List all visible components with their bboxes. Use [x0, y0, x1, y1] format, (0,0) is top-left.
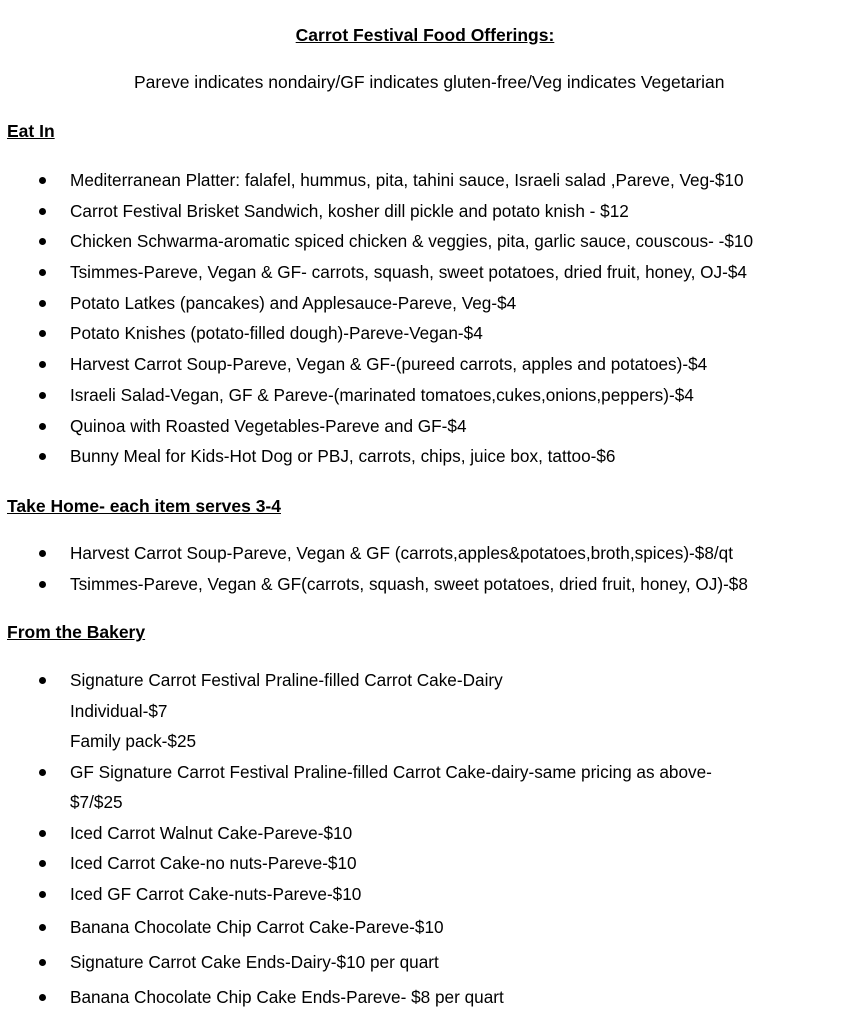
- list-item: [0, 757, 850, 818]
- item-line: GF Signature Carrot Festival Praline-filled Carrot Cake-dairy-same pricing as above-: [70, 761, 712, 782]
- list-item: Signature Carrot Cake Ends-Dairy-$10 per quart: [0, 945, 850, 980]
- list-item: Iced GF Carrot Cake-nuts-Pareve-$10: [0, 879, 850, 910]
- bakery-list: [0, 665, 850, 1015]
- list-item: Carrot Festival Brisket Sandwich, kosher dill pickle and potato knish - $12: [0, 196, 850, 227]
- take-home-list: [0, 538, 850, 599]
- list-item: Tsimmes-Pareve, Vegan & GF- carrots, squash, sweet potatoes, dried fruit, honey, OJ-$4: [0, 257, 850, 288]
- list-item: Quinoa with Roasted Vegetables-Pareve and GF-$4: [0, 411, 850, 442]
- section-heading-bakery: From the Bakery: [7, 622, 146, 642]
- list-item: Chicken Schwarma-aromatic spiced chicken & veggies, pita, garlic sauce, couscous- -$10: [0, 226, 850, 257]
- list-item: Iced Carrot Cake-no nuts-Pareve-$10: [0, 848, 850, 879]
- list-item: [0, 665, 850, 757]
- list-item: Mediterranean Platter: falafel, hummus, pita, tahini sauce, Israeli salad ,Pareve, Veg-$10: [0, 165, 850, 196]
- list-item: Banana Chocolate Chip Cake Ends-Pareve- $8 per quart: [0, 980, 850, 1015]
- item-line: Individual-$7: [70, 700, 168, 721]
- item-line: Family pack-$25: [70, 731, 197, 751]
- list-item: Iced Carrot Walnut Cake-Pareve-$10: [0, 818, 850, 849]
- list-item: Bunny Meal for Kids-Hot Dog or PBJ, carrots, chips, juice box, tattoo-$6: [0, 441, 850, 472]
- section-heading-eat-in: Eat In: [7, 121, 55, 141]
- item-line: $7/$25: [70, 792, 123, 812]
- section-heading-take-home: Take Home- each item serves 3-4: [7, 496, 281, 516]
- list-item: Harvest Carrot Soup-Pareve, Vegan & GF-(pureed carrots, apples and potatoes)-$4: [0, 349, 850, 380]
- list-item: Harvest Carrot Soup-Pareve, Vegan & GF (carrots,apples&potatoes,broth,spices)-$8/qt: [0, 538, 850, 569]
- item-line: Signature Carrot Festival Praline-filled Carrot Cake-Dairy: [70, 670, 503, 690]
- list-item: Potato Knishes (potato-filled dough)-Pareve-Vegan-$4: [0, 318, 850, 349]
- list-item: Israeli Salad-Vegan, GF & Pareve-(marinated tomatoes,cukes,onions,peppers)-$4: [0, 380, 850, 411]
- list-item: Potato Latkes (pancakes) and Applesauce-Pareve, Veg-$4: [0, 288, 850, 319]
- list-item: Tsimmes-Pareve, Vegan & GF(carrots, squash, sweet potatoes, dried fruit, honey, OJ)-$8: [0, 569, 850, 600]
- document-legend: Pareve indicates nondairy/GF indicates gluten-free/Veg indicates Vegetarian: [134, 72, 725, 92]
- document-title: Carrot Festival Food Offerings:: [295, 25, 555, 45]
- list-item: Banana Chocolate Chip Carrot Cake-Pareve-$10: [0, 910, 850, 945]
- eat-in-list: [0, 165, 850, 472]
